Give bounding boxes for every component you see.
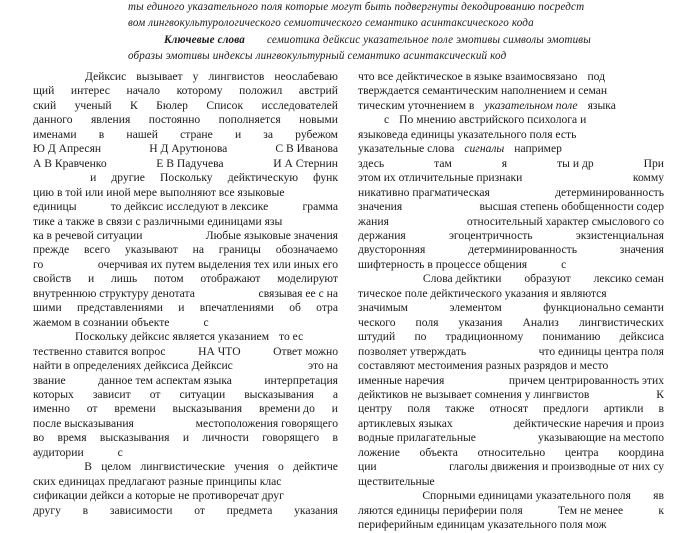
text-run: относительно bbox=[477, 445, 546, 459]
text-run: глаголы движения и производные от них су bbox=[449, 460, 664, 474]
text-run: в bbox=[658, 402, 664, 416]
text-run: в bbox=[98, 127, 105, 141]
text-run: ка в речевой ситуации bbox=[33, 228, 143, 242]
text-line bbox=[358, 287, 664, 301]
text-run: Спорными единицами указательного поля bbox=[422, 489, 631, 503]
paragraph bbox=[33, 330, 338, 460]
text-run: единицы bbox=[33, 200, 77, 214]
column-left bbox=[33, 70, 338, 518]
text-run: свойств bbox=[33, 272, 72, 286]
text-run: Поскольку bbox=[159, 171, 213, 185]
text-run: ский bbox=[33, 98, 57, 112]
text-run: языка bbox=[587, 98, 616, 112]
text-run: неослабеваю bbox=[274, 70, 338, 83]
text-run: на bbox=[192, 243, 204, 257]
text-run: с bbox=[384, 113, 390, 127]
text-run: потом bbox=[153, 272, 184, 286]
text-run: зависимости bbox=[109, 503, 173, 517]
text-run: комму bbox=[632, 171, 664, 185]
text-run: держания bbox=[358, 228, 406, 242]
text-run: под bbox=[587, 70, 606, 83]
text-line bbox=[33, 316, 338, 330]
text-line bbox=[358, 229, 664, 243]
text-run: начало bbox=[126, 84, 161, 98]
text-run: с bbox=[203, 315, 209, 329]
text-run: традиционному bbox=[445, 330, 524, 344]
text-run: это на bbox=[308, 359, 338, 373]
text-run: высказывания bbox=[99, 431, 170, 445]
text-line bbox=[358, 460, 664, 474]
text-run: К bbox=[130, 98, 138, 112]
text-line bbox=[33, 417, 338, 431]
text-run: относительный характер смыслового со bbox=[466, 214, 664, 228]
text-run: ции bbox=[358, 460, 377, 474]
text-run: аудитории bbox=[33, 445, 84, 459]
text-run: вызывает bbox=[136, 70, 183, 83]
text-run: тическое поле дейктического указания и являются bbox=[358, 286, 607, 300]
text-run: этом их отличительные признаки bbox=[358, 171, 523, 185]
text-line bbox=[33, 330, 338, 344]
text-run: указания bbox=[458, 315, 503, 329]
text-run: дейктические наречия и произ bbox=[513, 416, 664, 430]
text-run: о bbox=[277, 460, 284, 474]
text-line bbox=[33, 186, 338, 200]
text-run: звание bbox=[33, 373, 66, 387]
text-line bbox=[33, 200, 338, 214]
text-run: дейктиче bbox=[292, 460, 338, 474]
text-run: го bbox=[33, 257, 44, 271]
text-line bbox=[358, 359, 664, 373]
text-run: от bbox=[149, 387, 161, 401]
text-run: явления bbox=[90, 113, 131, 127]
text-run: яв bbox=[653, 489, 664, 503]
text-run: языковеда единицы указательного поля есть bbox=[358, 127, 577, 141]
keywords-line-first bbox=[128, 33, 666, 49]
text-run: время bbox=[57, 431, 87, 445]
text-line bbox=[358, 113, 664, 127]
text-line bbox=[358, 345, 664, 359]
text-run: В bbox=[84, 460, 92, 474]
text-run: данного bbox=[33, 113, 73, 127]
text-run: и bbox=[90, 171, 97, 185]
text-run: ты и др bbox=[557, 156, 594, 170]
text-run: центра bbox=[564, 445, 599, 459]
text-run: там bbox=[434, 156, 452, 170]
text-run: нашей bbox=[126, 127, 158, 141]
text-run: высказывания bbox=[244, 387, 314, 401]
text-run: и bbox=[331, 402, 338, 416]
text-run: лексико семан bbox=[593, 272, 664, 286]
text-run: а bbox=[332, 387, 338, 401]
text-run: ществительные bbox=[358, 474, 435, 488]
text-run: артиклевых языках bbox=[358, 416, 453, 430]
text-run: лишь bbox=[110, 272, 138, 286]
text-run: эгоцентричность bbox=[448, 228, 533, 242]
text-run: предмета bbox=[226, 503, 273, 517]
text-run: И А Стернин bbox=[273, 156, 338, 170]
text-run: другу bbox=[33, 503, 61, 517]
text-run: у bbox=[192, 70, 199, 83]
text-run: то дейксис исследуют в лексике bbox=[110, 200, 269, 214]
text-run: Ю Д Апресян bbox=[33, 142, 102, 156]
text-run: функ bbox=[313, 171, 338, 185]
text-run: Тем не менее bbox=[557, 503, 624, 517]
text-run: всего bbox=[84, 243, 111, 257]
text-line bbox=[33, 99, 338, 113]
text-run: пополняется bbox=[218, 113, 281, 127]
text-line bbox=[358, 330, 664, 344]
text-line bbox=[358, 243, 664, 257]
text-line bbox=[33, 345, 338, 359]
text-line bbox=[358, 157, 664, 171]
text-line bbox=[358, 186, 664, 200]
text-run: к bbox=[658, 503, 664, 517]
text-run: периферийным единицам указательного поля мож bbox=[358, 518, 607, 532]
text-run: положил bbox=[239, 84, 283, 98]
text-line bbox=[358, 301, 664, 315]
text-run: очерчивая их путем выделения тех или иных его bbox=[97, 257, 338, 271]
text-run: ситуации bbox=[179, 387, 226, 401]
text-line bbox=[33, 157, 338, 171]
text-run: данное тем аспектам языка bbox=[98, 373, 232, 387]
text-run: детерминированность bbox=[555, 185, 664, 199]
text-run: лингвистов bbox=[208, 70, 265, 83]
text-run: в bbox=[332, 431, 338, 445]
text-line bbox=[358, 128, 664, 142]
text-run: позволяет утверждать bbox=[358, 344, 467, 358]
text-line bbox=[33, 128, 338, 142]
text-line bbox=[358, 171, 664, 185]
text-run: А В Кравченко bbox=[33, 156, 107, 170]
text-run: границы bbox=[218, 243, 261, 257]
text-line bbox=[33, 142, 338, 156]
text-run: интерпретация bbox=[264, 373, 338, 387]
text-run: значения bbox=[358, 200, 403, 214]
text-run: внутреннюю структуру денотата bbox=[33, 286, 195, 300]
text-run: что все дейктическое в языке взаимосвязано bbox=[358, 70, 578, 83]
text-line bbox=[33, 475, 338, 489]
text-run: лингвистические bbox=[140, 460, 225, 474]
text-run: функционально семанти bbox=[543, 301, 664, 315]
text-run: Бюлер bbox=[156, 98, 188, 112]
text-run: сификации дейкси а которые не противоречат друг bbox=[33, 489, 284, 503]
text-run: моделируют bbox=[277, 272, 338, 286]
text-run: прежде bbox=[33, 243, 70, 257]
text-run: ческого bbox=[358, 315, 396, 329]
text-run: именно bbox=[33, 402, 70, 416]
text-line bbox=[33, 431, 338, 445]
text-run: что единицы центра поля bbox=[538, 344, 664, 358]
text-run: указательном поле bbox=[484, 98, 578, 112]
text-run: интерес bbox=[70, 84, 110, 98]
text-line bbox=[33, 229, 338, 243]
text-line bbox=[33, 374, 338, 388]
text-run: штудий bbox=[358, 330, 396, 344]
text-run: стране bbox=[180, 127, 213, 141]
text-run: во bbox=[33, 431, 45, 445]
text-run: отображают bbox=[200, 272, 261, 286]
text-line bbox=[33, 402, 338, 416]
text-run: значения bbox=[619, 243, 664, 257]
text-run: жания bbox=[358, 214, 389, 228]
text-run: постоянно bbox=[148, 113, 201, 127]
text-run: от bbox=[194, 503, 205, 517]
text-run: никативно прагматическая bbox=[358, 185, 490, 199]
text-run: Дейксис bbox=[85, 70, 127, 83]
text-run: указывающие на местопо bbox=[538, 431, 664, 445]
text-run: по bbox=[414, 330, 427, 344]
text-run: пониманию bbox=[542, 330, 601, 344]
text-run: также bbox=[445, 402, 475, 416]
text-line bbox=[358, 99, 664, 113]
text-line bbox=[358, 374, 664, 388]
text-run: с bbox=[561, 257, 567, 271]
keywords-line-second: образы эмотивы индексы лингвокультурный семантико асинтаксический код bbox=[128, 49, 507, 62]
text-line bbox=[33, 359, 338, 373]
text-run: ученый bbox=[74, 98, 112, 112]
text-run: обозначаемо bbox=[275, 243, 338, 257]
text-run: сигналы bbox=[464, 142, 505, 156]
text-line bbox=[358, 489, 664, 503]
text-run: Список bbox=[206, 98, 244, 112]
text-line bbox=[358, 504, 664, 518]
text-run: за bbox=[263, 127, 274, 141]
paragraph bbox=[33, 70, 338, 171]
text-run: Н Д Арутюнова bbox=[149, 142, 228, 156]
text-run: указывают bbox=[124, 243, 178, 257]
text-line bbox=[358, 215, 664, 229]
keywords-block bbox=[128, 33, 666, 64]
text-run: грамма bbox=[302, 200, 338, 214]
text-run: об bbox=[289, 301, 301, 315]
text-run: поля bbox=[415, 315, 439, 329]
text-run: рубежом bbox=[295, 127, 338, 141]
abstract-tail bbox=[128, 0, 666, 31]
text-run: центру bbox=[358, 402, 393, 416]
text-run: то ес bbox=[279, 330, 304, 344]
paragraph bbox=[358, 70, 664, 113]
body-columns bbox=[0, 70, 695, 532]
text-line bbox=[358, 272, 664, 286]
text-run: жаемом в сознании объекте bbox=[33, 315, 170, 329]
text-run: элементом bbox=[449, 301, 502, 315]
text-run: составляют местоимения разных разрядов и место bbox=[358, 359, 609, 373]
text-run: При bbox=[643, 156, 664, 170]
text-line bbox=[358, 518, 664, 532]
text-run: шими bbox=[33, 301, 62, 315]
text-line bbox=[358, 84, 664, 98]
text-run: экзистенциальная bbox=[575, 228, 664, 242]
abstract-line: ты единого указательного поля которые могут быть подвергнуты декодированию посредст bbox=[128, 1, 585, 13]
text-run: здесь bbox=[358, 156, 385, 170]
text-line bbox=[33, 301, 338, 315]
text-run: которому bbox=[176, 84, 223, 98]
text-run: дейктиков не вызывает сомнения у лингвистов bbox=[358, 387, 590, 401]
text-run: учения bbox=[234, 460, 269, 474]
text-line bbox=[33, 258, 338, 272]
text-run: найти в определениях дейксиса Дейксис bbox=[33, 359, 233, 373]
text-run: с bbox=[117, 445, 123, 459]
abstract-line: вом лингвокультурологического семиотического семантико асинтаксического кода bbox=[128, 16, 534, 29]
text-line bbox=[358, 316, 664, 330]
text-run: зависит bbox=[92, 387, 131, 401]
text-run: двусторонняя bbox=[358, 243, 426, 257]
text-run: Поскольку дейксис является указанием bbox=[75, 330, 270, 344]
text-line bbox=[358, 200, 664, 214]
text-run: образуют bbox=[524, 272, 571, 286]
text-run: координа bbox=[618, 445, 664, 459]
text-run: причем центрированность этих bbox=[508, 373, 664, 387]
text-run: предлоги bbox=[543, 402, 589, 416]
text-run: от bbox=[86, 402, 98, 416]
text-line bbox=[358, 388, 664, 402]
text-run: и bbox=[178, 301, 185, 315]
text-run: указательные слова bbox=[358, 142, 455, 156]
paragraph bbox=[33, 460, 338, 518]
paragraph bbox=[358, 489, 664, 532]
text-line bbox=[33, 215, 338, 229]
text-line bbox=[33, 287, 338, 301]
text-run: тверждается семантическим наполнением и семан bbox=[358, 84, 608, 98]
text-line bbox=[33, 171, 338, 185]
text-run: указания bbox=[294, 503, 338, 517]
text-run: тике а также в связи с различными единицами язы bbox=[33, 214, 283, 228]
text-line bbox=[358, 431, 664, 445]
text-line bbox=[33, 84, 338, 98]
text-run: дейксиса bbox=[619, 330, 664, 344]
text-run: и bbox=[234, 127, 242, 141]
text-run: тическим уточнением в bbox=[358, 98, 475, 112]
text-line bbox=[358, 142, 664, 156]
text-line bbox=[33, 460, 338, 474]
text-run: объекта bbox=[419, 445, 458, 459]
text-run: цию в той или иной мере выполняют все языковые bbox=[33, 185, 285, 199]
text-run: НА ЧТО bbox=[198, 344, 241, 358]
text-run: щий bbox=[33, 84, 55, 98]
paragraph bbox=[358, 272, 664, 489]
text-run: Ответ можно bbox=[273, 344, 338, 358]
text-run: относят bbox=[489, 402, 529, 416]
text-run: отра bbox=[316, 301, 338, 315]
text-run: ложение bbox=[358, 445, 400, 459]
text-run: и bbox=[182, 431, 190, 445]
text-line bbox=[358, 446, 664, 460]
paragraph bbox=[358, 113, 664, 272]
text-line bbox=[358, 402, 664, 416]
text-run: именные наречия bbox=[358, 373, 445, 387]
text-run: шифтерность в процессе общения bbox=[358, 257, 528, 271]
text-run: водные прилагательные bbox=[358, 431, 476, 445]
text-run: Слова дейктики bbox=[422, 272, 502, 286]
text-run: целом bbox=[101, 460, 132, 474]
text-run: личности bbox=[202, 431, 249, 445]
text-run: артикли bbox=[603, 402, 644, 416]
text-run: впечатлениями bbox=[199, 301, 274, 315]
text-run: представлениями bbox=[76, 301, 163, 315]
keywords-terms-line-1: семиотика дейксис указательное поле эмотивы символы эмотивы bbox=[266, 34, 591, 46]
text-line bbox=[33, 446, 338, 460]
text-run: новыми bbox=[299, 113, 338, 127]
text-line bbox=[33, 272, 338, 286]
text-run: я bbox=[501, 156, 508, 170]
text-run: значимым bbox=[358, 301, 408, 315]
text-run: именами bbox=[33, 127, 77, 141]
text-run: дейктическую bbox=[227, 171, 299, 185]
text-run: времени bbox=[114, 402, 156, 416]
text-run: высказывания bbox=[172, 402, 243, 416]
text-line bbox=[358, 475, 664, 489]
text-run: ских единицах предлагают разные принципы клас bbox=[33, 474, 282, 488]
text-line bbox=[33, 388, 338, 402]
text-line bbox=[358, 417, 664, 431]
text-run: поля bbox=[407, 402, 431, 416]
text-run: лингвистических bbox=[578, 315, 664, 329]
text-line bbox=[33, 243, 338, 257]
text-run: говорящего bbox=[262, 431, 320, 445]
text-run: С В Иванова bbox=[275, 142, 338, 156]
column-right bbox=[358, 70, 664, 533]
text-run: которых bbox=[33, 387, 74, 401]
text-run: другие bbox=[111, 171, 145, 185]
text-run: в bbox=[82, 503, 89, 517]
text-run: после высказывания bbox=[33, 416, 134, 430]
text-run: По мнению австрийского психолога и bbox=[399, 113, 587, 127]
text-run: высшая степень обобщенности содер bbox=[479, 200, 664, 214]
keywords-label: Ключевые слова bbox=[164, 34, 245, 46]
text-run: исследователей bbox=[261, 98, 338, 112]
text-run: ляются единицы периферии поля bbox=[358, 503, 523, 517]
text-run: Любые языковые значения bbox=[205, 228, 338, 242]
text-run: местоположения говорящего bbox=[195, 416, 338, 430]
text-run: Е В Падучева bbox=[156, 156, 224, 170]
text-line bbox=[358, 70, 664, 84]
text-run: связывая ее с на bbox=[258, 286, 338, 300]
text-line bbox=[33, 489, 338, 503]
text-line bbox=[358, 258, 664, 272]
text-run: например bbox=[514, 142, 562, 156]
text-run: тественно ставится вопрос bbox=[33, 344, 166, 358]
text-run: К bbox=[656, 387, 664, 401]
paragraph bbox=[33, 171, 338, 330]
text-run: Анализ bbox=[522, 315, 559, 329]
text-run: детерминированность bbox=[468, 243, 577, 257]
text-line bbox=[33, 70, 338, 84]
text-line bbox=[33, 504, 338, 518]
text-line bbox=[33, 113, 338, 127]
text-run: австрий bbox=[298, 84, 338, 98]
text-run: и bbox=[88, 272, 95, 286]
text-run: времени до bbox=[258, 402, 315, 416]
